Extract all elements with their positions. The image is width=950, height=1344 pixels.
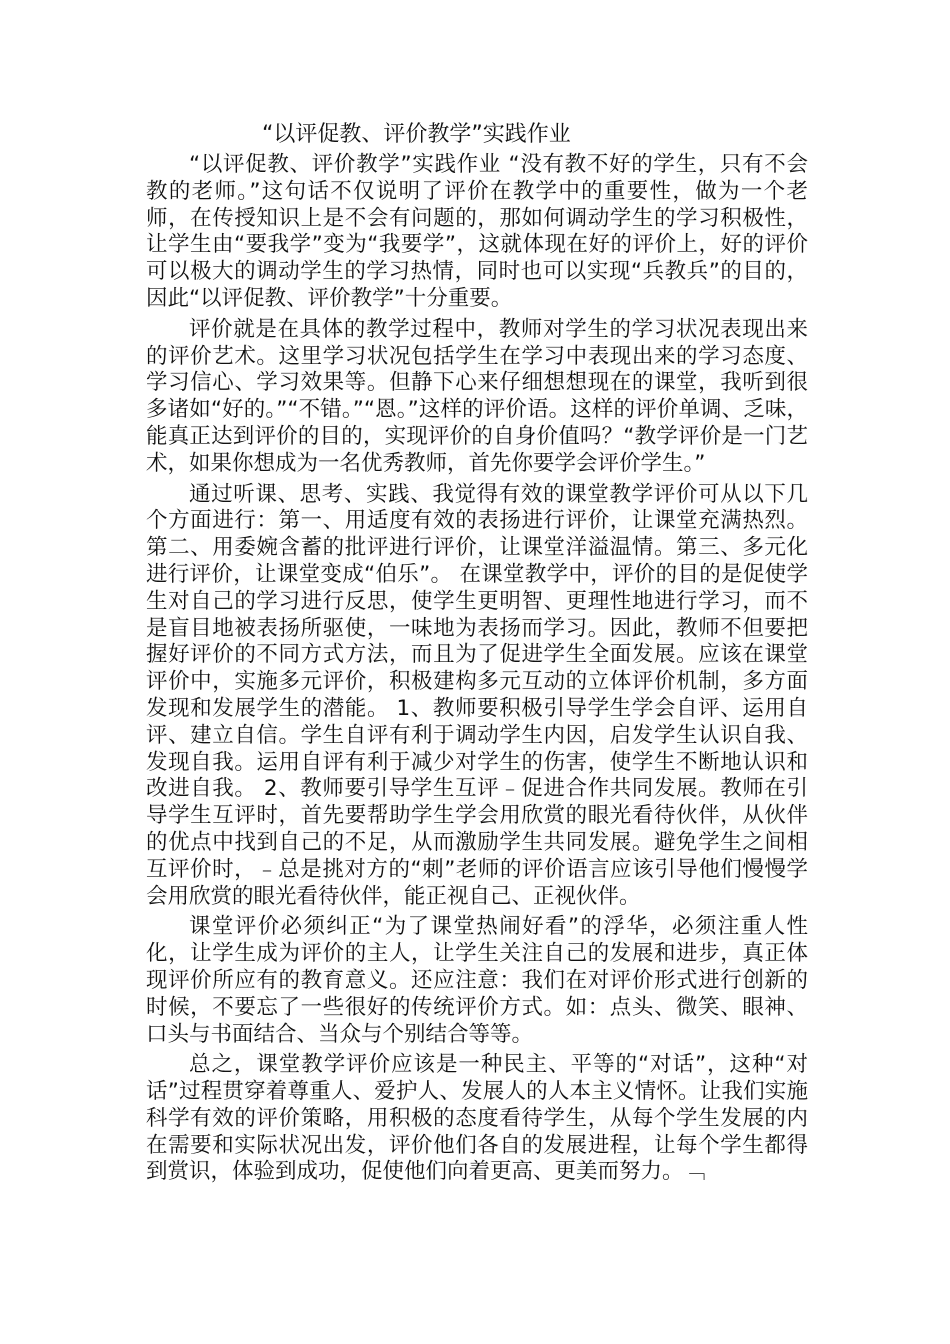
paragraph-evaluation-definition: 评价就是在具体的教学过程中，教师对学生的学习状况表现出来的评价艺术。这里学习状况包括学生在学习中表现出来的学习态度、学习信心、学习效果等。但静下心来仔细想想现在的课堂，我听到很多诸如“好的。”“不错。”“恩。”这样的评价语。这样的评价单调、乏味，能真正达到评价的目的，实现评价的自身价值吗？“教学评价是一门艺术，如果你想成为一名优秀教师，首先你要学会评价学生。” — [146, 316, 808, 476]
paragraph-humanized-evaluation: 课堂评价必须纠正“为了课堂热闹好看”的浮华，必须注重人性化，让学生成为评价的主人，让学生关注自己的发展和进步，真正体现评价所应有的教育意义。还应注意：我们在对评价形式进行创新的时候，不要忘了一些很好的传统评价方式。如：点头、微笑、眼神、口头与书面结合、当众与个别结合等等。 — [146, 914, 808, 1047]
paragraph-intro: “以评促教、评价教学”实践作业 “没有教不好的学生，只有不会教的老师。”这句话不仅说明了评价在教学中的重要性，做为一个老师，在传授知识上是不会有问题的，那如何调动学生的学习积极性，让学生由“要我学”变为“我要学”，这就体现在好的评价上，好的评价可以极大的调动学生的学习热情，同时也可以实现“兵教兵”的目的，因此“以评促教、评价教学”十分重要。 — [146, 152, 808, 311]
paragraph-evaluation-methods: 通过听课、思考、实践、我觉得有效的课堂教学评价可从以下几个方面进行：第一、用适度有效的表扬进行评价，让课堂充满热烈。第二、用委婉含蓄的批评进行评价，让课堂洋溢温情。第三、多元化进行评价，让课堂变成“伯乐”。 在课堂教学中，评价的目的是促使学生对自己的学习进行反思，使学生更明智、更理性地进行学习，而不是盲目地被表扬所驱使，一味地为表扬而学习。因此，教师不但要把握好评价的不同方式方法，而且为了促进学生全面发展。应该在课堂评价中，实施多元评价，积极建构多元互动的立体评价机制，多方面发现和发展学生的潜能。 1、教师要积极引导学生学会自评、运用自评、建立自信。学生自评有利于调动学生内因，启发学生认识自我、发现自我。运用自评有利于减少对学生的伤害，使学生不断地认识和改进自我。 2、教师要引导学生互评﹣促进合作共同发展。教师在引导学生互评时，首先要帮助学生学会用欣赏的眼光看待伙伴，从伙伴的优点中找到自己的不足，从而激励学生共同发展。避免学生之间相互评价时，﹣总是挑对方的“刺”老师的评价语言应该引导他们慢慢学会用欣赏的眼光看待伙伴，能正视自己、正视伙伴。 — [146, 481, 808, 909]
document-title: “以评促教、评价教学”实践作业 — [262, 122, 571, 147]
document-page — [146, 120, 808, 1186]
paragraph-conclusion: 总之，课堂教学评价应该是一种民主、平等的“对话”，这种“对话”过程贯穿着尊重人、爱护人、发展人的人本主义情怀。让我们实施科学有效的评价策略，用积极的态度看待学生，从每个学生发展的内在需要和实际状况出发，评价他们各自的发展进程，让每个学生都得到赏识，体验到成功，促使他们向着更高、更美而努力。﹁ — [146, 1052, 808, 1185]
